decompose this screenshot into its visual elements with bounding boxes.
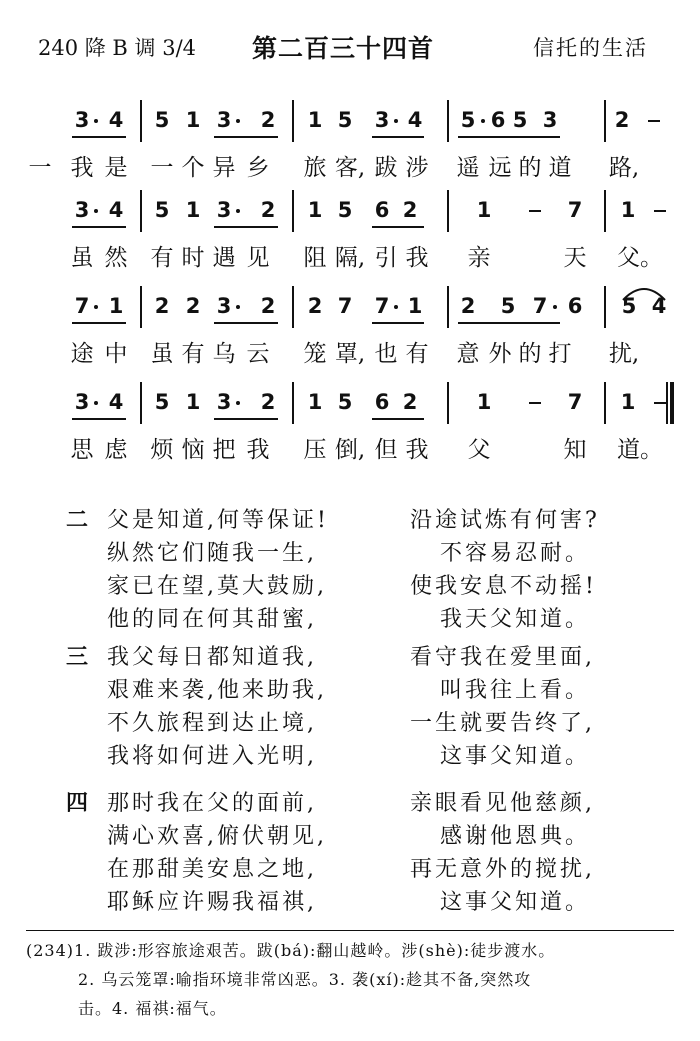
bar-line [140, 382, 142, 424]
lyric-char: 一 [150, 155, 174, 181]
note: 5 [512, 108, 528, 132]
lyric-char: 遥 [456, 155, 480, 181]
verse-line-right: 这事父知道。 [440, 890, 591, 915]
bar-line [670, 382, 674, 424]
lyric-char: 但 [374, 437, 398, 463]
lyric-char: 把 [212, 437, 236, 463]
note: 1 [185, 390, 201, 414]
lyric-char: 的 [518, 155, 542, 181]
lyric-char: 恼 [181, 437, 205, 463]
lyric-char: 有 [181, 341, 205, 367]
note: 7 [374, 294, 390, 318]
bar-line [447, 100, 449, 142]
augmentation-dot [94, 305, 98, 309]
verse-number: 二 [66, 508, 89, 533]
beam-line [72, 322, 126, 324]
lyric-char: 个 [181, 155, 205, 181]
lyric-char: 隔, [334, 245, 366, 271]
augmentation-dot [236, 305, 240, 309]
bar-line [292, 100, 294, 142]
lyric-char: 父 [467, 437, 491, 463]
augmentation-dot [94, 209, 98, 213]
note: 1 [476, 390, 492, 414]
note: 5 [500, 294, 516, 318]
lyric-char: 见 [246, 245, 270, 271]
rest-dash [529, 210, 541, 212]
verse-line-left: 我将如何进入光明, [107, 744, 317, 769]
lyric-char: 父。 [617, 245, 663, 271]
note: 4 [108, 390, 124, 414]
note: 1 [307, 198, 323, 222]
verse-line-left: 家已在望,莫大鼓励, [107, 574, 327, 599]
rest-dash [648, 120, 660, 122]
verse-line-left: 耶稣应许赐我福祺, [107, 890, 317, 915]
verse-number: 四 [66, 791, 89, 816]
note: 5 [154, 198, 170, 222]
augmentation-dot [236, 401, 240, 405]
lyric-char: 有 [405, 341, 429, 367]
bar-line [604, 286, 606, 328]
note: 1 [620, 198, 636, 222]
augmentation-dot [94, 119, 98, 123]
note: 4 [108, 198, 124, 222]
verse-line-left: 父是知道,何等保证! [107, 508, 329, 533]
page-title: 第二百三十四首 [252, 34, 435, 63]
bar-line [292, 382, 294, 424]
note: 3 [216, 198, 232, 222]
note: 1 [185, 198, 201, 222]
note: 1 [476, 198, 492, 222]
lyric-char: 旅 [303, 155, 327, 181]
note: 5 [337, 390, 353, 414]
verse-line-right: 这事父知道。 [440, 744, 591, 769]
lyric-char: 跋 [374, 155, 398, 181]
note: 6 [374, 390, 390, 414]
bar-line [140, 286, 142, 328]
hymn-title: 信托的生活 [533, 36, 648, 60]
note: 7 [532, 294, 548, 318]
verse-line-right: 感谢他恩典。 [440, 824, 591, 849]
bar-line [604, 100, 606, 142]
verse-line-right: 我天父知道。 [440, 607, 591, 632]
note: 3 [74, 390, 90, 414]
verse-line-right: 一生就要告终了, [410, 711, 595, 736]
lyric-char: 客, [334, 155, 366, 181]
note: 2 [614, 108, 630, 132]
beam-line [214, 226, 278, 228]
lyric-char: 扰, [608, 341, 640, 367]
note: 5 [337, 198, 353, 222]
lyric-char: 打 [548, 341, 572, 367]
note: 1 [620, 390, 636, 414]
note: 2 [154, 294, 170, 318]
lyric-char: 外 [488, 341, 512, 367]
note: 6 [374, 198, 390, 222]
lyric-char: 天 [563, 245, 587, 271]
verse-line-right: 叫我往上看。 [440, 678, 591, 703]
beam-line [214, 322, 278, 324]
note: 1 [185, 108, 201, 132]
lyric-char: 思 [70, 437, 94, 463]
footnote-line-2: 2. 乌云笼罩:喻指环境非常凶恶。3. 袭(xí):趁其不备,突然攻 [78, 970, 532, 989]
verse-line-left: 在那甜美安息之地, [107, 857, 317, 882]
lyric-char: 道 [548, 155, 572, 181]
verse-line-left: 那时我在父的面前, [107, 791, 317, 816]
note: 2 [402, 198, 418, 222]
bar-line [604, 382, 606, 424]
note: 3 [216, 108, 232, 132]
note: 7 [567, 198, 583, 222]
note: 2 [260, 294, 276, 318]
lyric-char: 我 [405, 437, 429, 463]
footnote-line-1: (234)1. 跋涉:形容旅途艰苦。跋(bá):翻山越岭。涉(shè):徒步渡水。 [26, 941, 556, 960]
note: 2 [260, 390, 276, 414]
beam-line [214, 136, 278, 138]
note: 3 [216, 294, 232, 318]
note: 3 [74, 198, 90, 222]
note: 5 [154, 390, 170, 414]
verse-line-right: 沿途试炼有何害? [410, 508, 600, 533]
footnote-rule [26, 930, 674, 931]
bar-line [292, 286, 294, 328]
lyric-char: 亲 [467, 245, 491, 271]
beam-line [510, 136, 560, 138]
lyric-char: 乡 [246, 155, 270, 181]
lyric-char: 路, [608, 155, 640, 181]
hymn-number-key: 240 降 B 调 3/4 [38, 36, 197, 60]
verse-line-left: 不久旅程到达止境, [107, 711, 317, 736]
note: 4 [407, 108, 423, 132]
verse-line-left: 纵然它们随我一生, [107, 541, 317, 566]
lyric-char: 云 [246, 341, 270, 367]
verse-line-left: 他的同在何其甜蜜, [107, 607, 317, 632]
verse-line-left: 满心欢喜,俯伏朝见, [107, 824, 327, 849]
lyric-char: 时 [181, 245, 205, 271]
note: 4 [651, 294, 667, 318]
lyric-char: 远 [488, 155, 512, 181]
bar-line [140, 100, 142, 142]
verse-line-left: 我父每日都知道我, [107, 645, 317, 670]
beam-line [372, 226, 424, 228]
lyric-char: 压 [303, 437, 327, 463]
lyric-char: 我 [405, 245, 429, 271]
lyric-char: 意 [456, 341, 480, 367]
bar-line [447, 382, 449, 424]
augmentation-dot [236, 209, 240, 213]
bar-line [447, 190, 449, 232]
note: 4 [108, 108, 124, 132]
note: 2 [260, 108, 276, 132]
verse-number: 三 [66, 645, 89, 670]
note: 7 [567, 390, 583, 414]
footnote-line-3: 击。4. 福祺:福气。 [78, 999, 227, 1018]
lyric-char: 引 [374, 245, 398, 271]
rest-dash [654, 402, 666, 404]
lyric-char: 遇 [212, 245, 236, 271]
verse-line-left: 艰难来袭,他来助我, [107, 678, 327, 703]
beam-line [372, 418, 424, 420]
lyric-char: 然 [104, 245, 128, 271]
bar-line [604, 190, 606, 232]
lyric-char: 我 [70, 155, 94, 181]
lyric-char: 一 [28, 155, 52, 181]
note: 1 [307, 390, 323, 414]
bar-line [666, 382, 668, 424]
rest-dash [529, 402, 541, 404]
lyric-char: 道。 [617, 437, 663, 463]
note: 1 [108, 294, 124, 318]
note: 5 [337, 108, 353, 132]
note: 7 [74, 294, 90, 318]
verse-line-right: 亲眼看见他慈颜, [410, 791, 595, 816]
note: 2 [185, 294, 201, 318]
beam-line [72, 136, 126, 138]
lyric-char: 中 [104, 341, 128, 367]
bar-line [447, 286, 449, 328]
lyric-char: 途 [70, 341, 94, 367]
lyric-char: 有 [150, 245, 174, 271]
beam-line [372, 322, 424, 324]
note: 7 [337, 294, 353, 318]
lyric-char: 虽 [150, 341, 174, 367]
note: 6 [490, 108, 506, 132]
note: 3 [542, 108, 558, 132]
beam-line [372, 136, 424, 138]
augmentation-dot [394, 305, 398, 309]
lyric-char: 涉 [405, 155, 429, 181]
verse-line-right: 再无意外的搅扰, [410, 857, 595, 882]
note: 5 [154, 108, 170, 132]
verse-line-right: 使我安息不动摇! [410, 574, 597, 599]
note: 6 [567, 294, 583, 318]
note: 1 [407, 294, 423, 318]
lyric-char: 异 [212, 155, 236, 181]
note: 3 [74, 108, 90, 132]
lyric-char: 乌 [212, 341, 236, 367]
augmentation-dot [553, 305, 557, 309]
beam-line [72, 418, 126, 420]
beam-line [510, 322, 560, 324]
rest-dash [654, 210, 666, 212]
lyric-char: 虑 [104, 437, 128, 463]
lyric-char: 倒, [334, 437, 366, 463]
note: 3 [374, 108, 390, 132]
lyric-char: 也 [374, 341, 398, 367]
verse-line-right: 不容易忍耐。 [440, 541, 591, 566]
augmentation-dot [94, 401, 98, 405]
lyric-char: 阻 [303, 245, 327, 271]
note: 2 [260, 198, 276, 222]
note: 5 [621, 294, 637, 318]
bar-line [292, 190, 294, 232]
note: 3 [216, 390, 232, 414]
lyric-char: 是 [104, 155, 128, 181]
note: 5 [460, 108, 476, 132]
lyric-char: 我 [246, 437, 270, 463]
lyric-char: 笼 [303, 341, 327, 367]
lyric-char: 虽 [70, 245, 94, 271]
augmentation-dot [394, 119, 398, 123]
augmentation-dot [236, 119, 240, 123]
note: 2 [460, 294, 476, 318]
augmentation-dot [481, 119, 485, 123]
note: 2 [402, 390, 418, 414]
lyric-char: 知 [563, 437, 587, 463]
beam-line [72, 226, 126, 228]
lyric-char: 的 [518, 341, 542, 367]
beam-line [214, 418, 278, 420]
verse-line-right: 看守我在爱里面, [410, 645, 595, 670]
bar-line [140, 190, 142, 232]
lyric-char: 烦 [150, 437, 174, 463]
lyric-char: 罩, [334, 341, 366, 367]
note: 2 [307, 294, 323, 318]
slur [619, 282, 669, 302]
note: 1 [307, 108, 323, 132]
